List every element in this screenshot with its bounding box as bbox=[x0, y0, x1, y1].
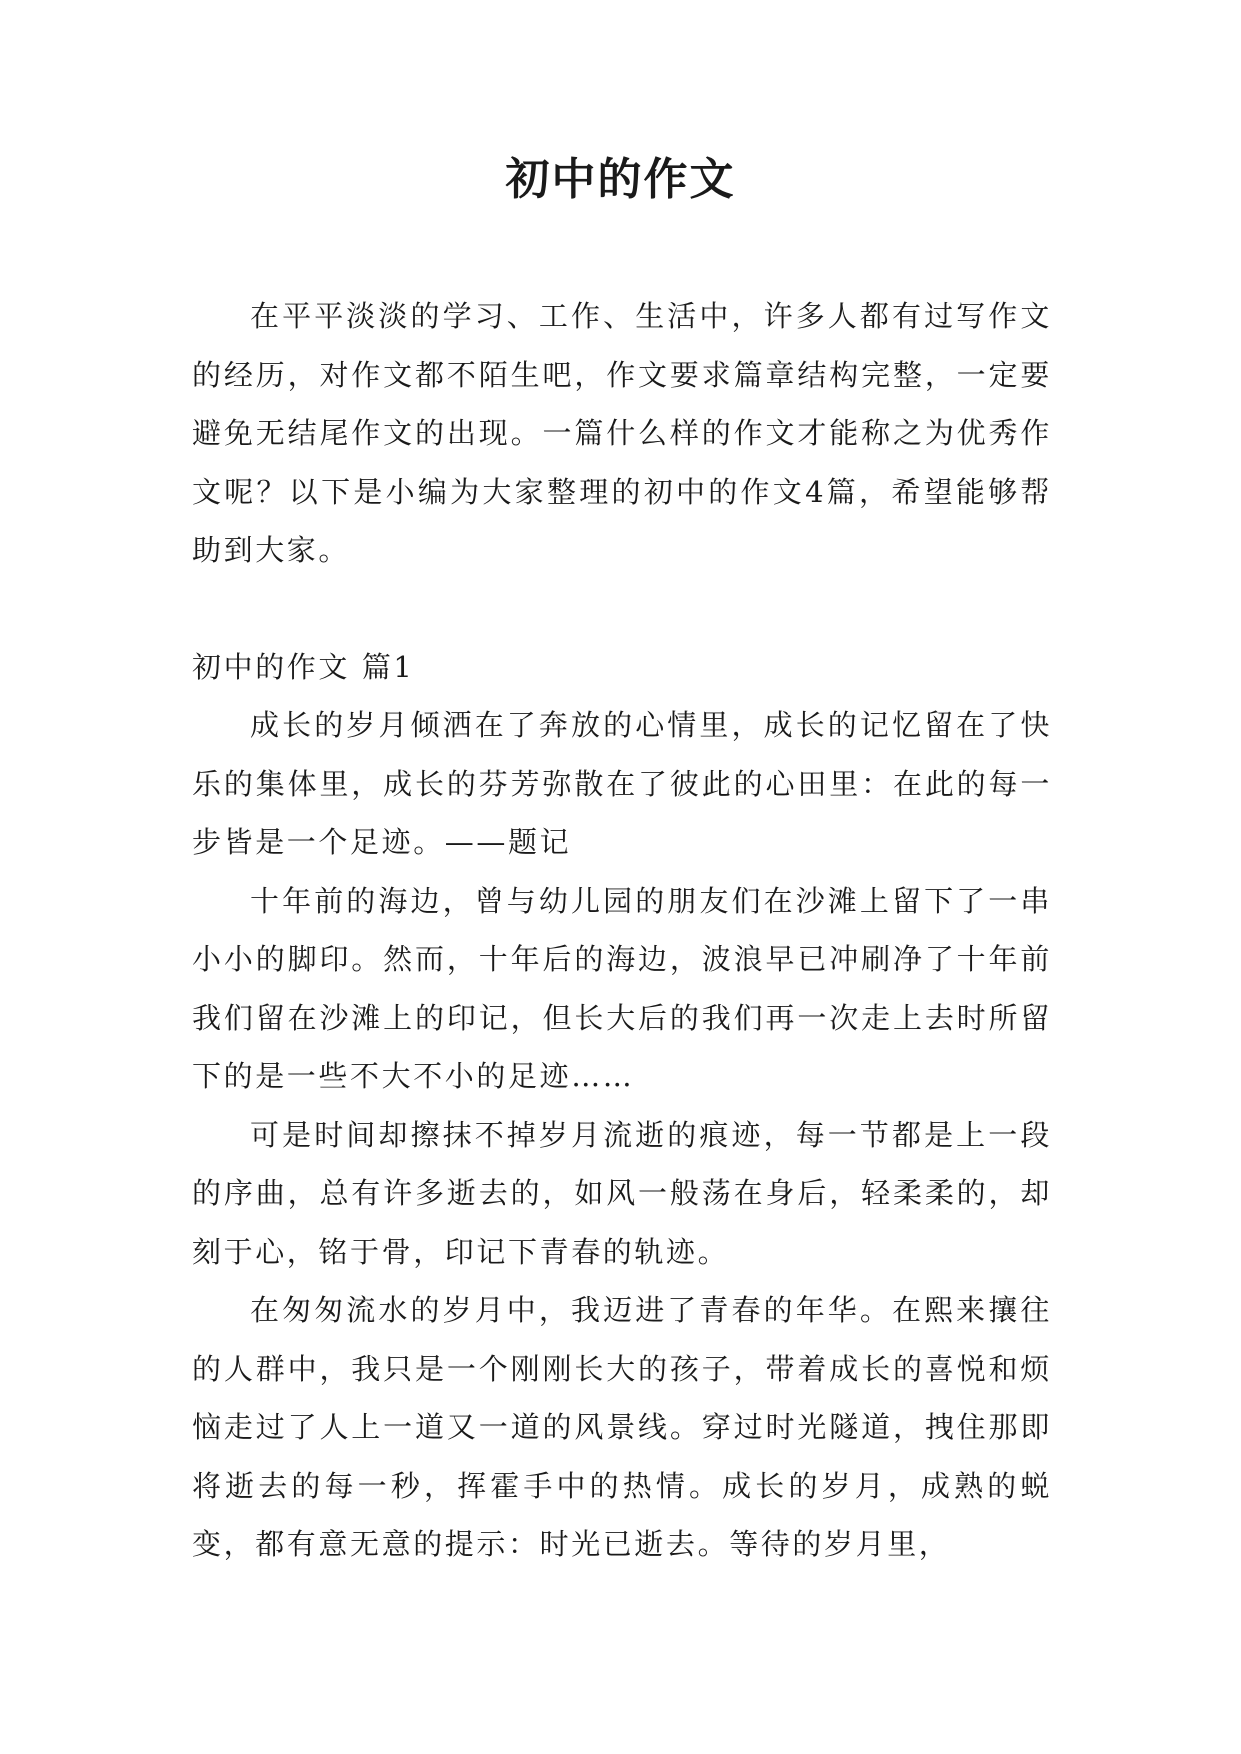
body-paragraph: 十年前的海边，曾与幼儿园的朋友们在沙滩上留下了一串小小的脚印。然而，十年后的海边，波浪早已冲刷净了十年前我们留在沙滩上的印记，但长大后的我们再一次走上去时所留下的是一些不大不小的足迹…… bbox=[192, 883, 1052, 1093]
section-heading: 初中的作文 篇1 bbox=[192, 649, 415, 684]
intro-paragraph: 在平平淡淡的学习、工作、生活中，许多人都有过写作文的经历，对作文都不陌生吧，作文要求篇章结构完整，一定要避免无结尾作文的出现。一篇什么样的作文才能称之为优秀作文呢？以下是小编为大家整理的初中的作文4篇，希望能够帮助到大家。 bbox=[192, 299, 1052, 567]
body-paragraph: 成长的岁月倾洒在了奔放的心情里，成长的记忆留在了快乐的集体里，成长的芬芳弥散在了彼此的心田里：在此的每一步皆是一个足迹。——题记 bbox=[192, 708, 1052, 859]
document-title: 初中的作文 bbox=[505, 154, 736, 205]
body-paragraph: 可是时间却擦抹不掉岁月流逝的痕迹，每一节都是上一段的序曲，总有许多逝去的，如风一般荡在身后，轻柔柔的，却刻于心，铭于骨，印记下青春的轨迹。 bbox=[192, 1117, 1052, 1269]
body-paragraph: 在匆匆流水的岁月中，我迈进了青春的年华。在熙来攘往的人群中，我只是一个刚刚长大的孩子，带着成长的喜悦和烦恼走过了人上一道又一道的风景线。穿过时光隧道，拽住那即将逝去的每一秒，挥霍手中的热情。成长的岁月，成熟的蜕变，都有意无意的提示：时光已逝去。等待的岁月里， bbox=[192, 1293, 1052, 1561]
document-body bbox=[192, 287, 1052, 1574]
